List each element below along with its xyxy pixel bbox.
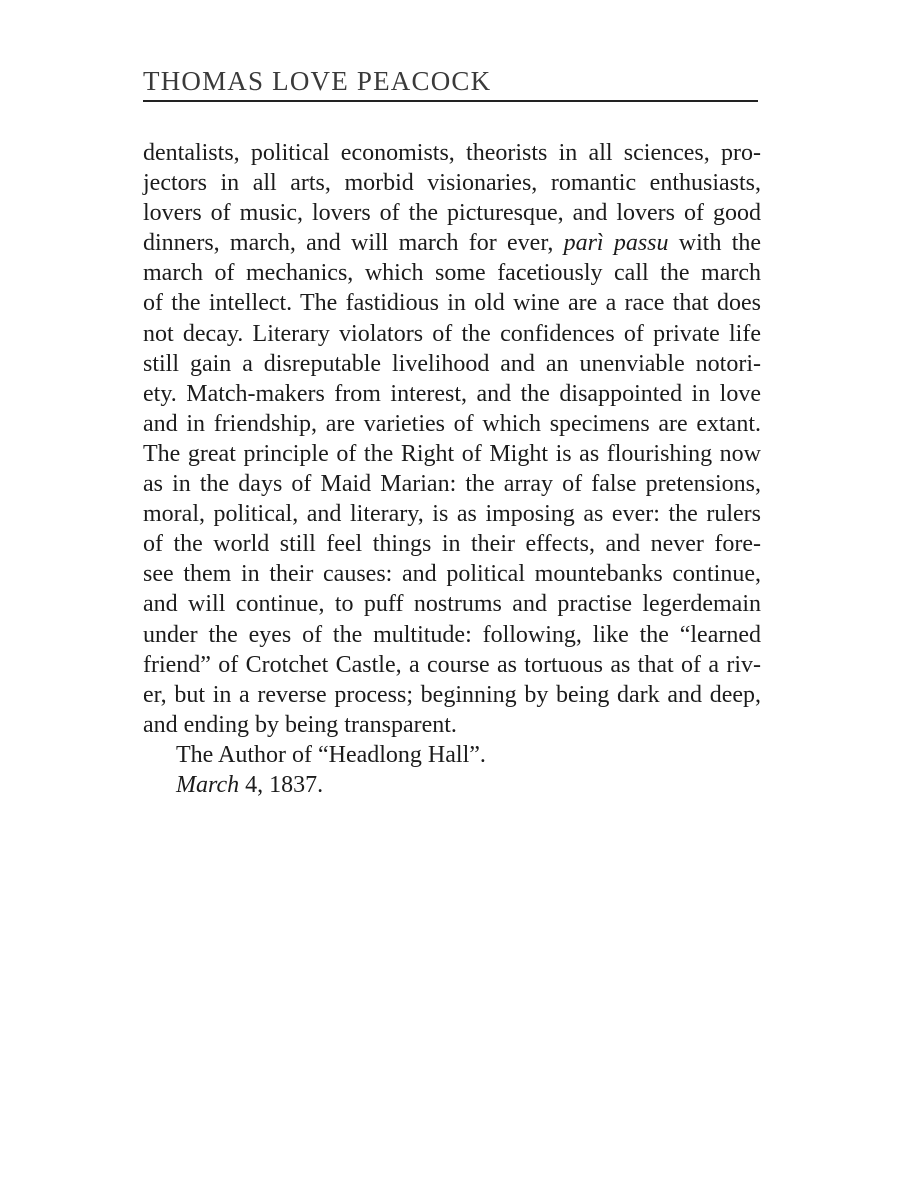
- text-line: and in friendship, are varieties of which specimens are extant.: [143, 410, 761, 437]
- text-line: and ending by being transparent.: [143, 711, 457, 738]
- text-line: moral, political, and literary, is as imposing as ever: the rulers: [143, 501, 761, 528]
- text-line: jectors in all arts, morbid visionaries, romantic enthusiasts,: [143, 170, 761, 197]
- text-line: and will continue, to puff nostrums and practise legerdemain: [143, 591, 761, 618]
- signature-author: The Author of “Headlong Hall”.: [176, 741, 486, 768]
- text-line: as in the days of Maid Marian: the array of false pretensions,: [143, 471, 761, 498]
- text-fragment: dinners, march, and will march for ever,: [143, 230, 554, 257]
- italic-phrase: parì passu: [563, 230, 669, 257]
- text-line: ety. Match-makers from interest, and the disappointed in love: [143, 380, 761, 407]
- running-head: THOMAS LOVE PEACOCK: [143, 66, 492, 96]
- date-rest: 4, 1837.: [239, 771, 324, 798]
- text-line: of the intellect. The fastidious in old wine are a race that does: [143, 290, 761, 317]
- text-line: [143, 228, 761, 258]
- signature-date: [143, 770, 761, 800]
- body-text: [143, 138, 761, 800]
- text-line: see them in their causes: and political mountebanks continue,: [143, 561, 761, 588]
- text-line: march of mechanics, which some facetiously call the march: [143, 260, 761, 287]
- text-line: friend” of Crotchet Castle, a course as tortuous as that of a riv-: [143, 651, 761, 678]
- text-fragment: with the: [678, 230, 762, 257]
- text-line: still gain a disreputable livelihood and an unenviable notori-: [143, 350, 761, 377]
- text-line: lovers of music, lovers of the picturesque, and lovers of good: [143, 200, 761, 227]
- text-line: er, but in a reverse process; beginning by being dark and deep,: [143, 681, 761, 708]
- date-month: March: [176, 771, 240, 798]
- text-line: of the world still feel things in their effects, and never fore-: [143, 531, 761, 558]
- text-line: under the eyes of the multitude: following, like the “learned: [143, 621, 761, 648]
- text-line: not decay. Literary violators of the confidences of private life: [143, 320, 761, 347]
- header-rule: [143, 100, 758, 102]
- text-line: The great principle of the Right of Might is as flourishing now: [143, 440, 761, 467]
- text-line: dentalists, political economists, theorists in all sciences, pro-: [143, 140, 761, 166]
